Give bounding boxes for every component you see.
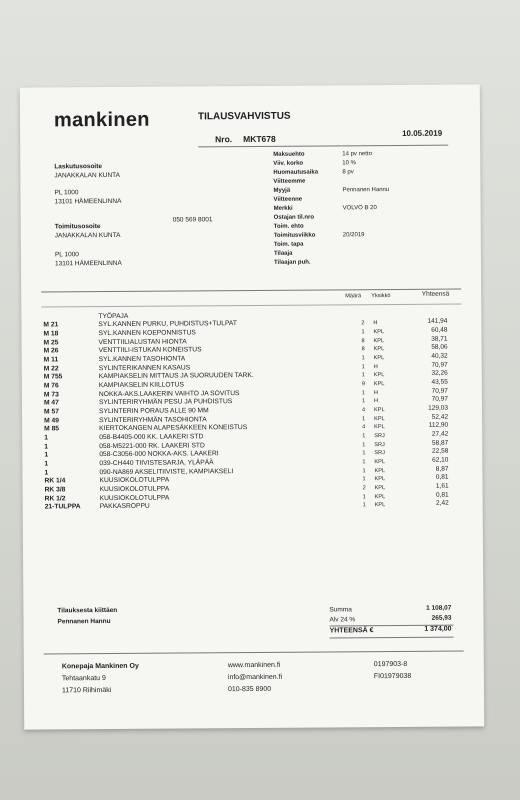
item-total: 58,87	[431, 439, 449, 447]
item-qty: 1	[362, 476, 366, 483]
item-code: RK 3/8	[44, 486, 66, 494]
item-unit: H	[373, 320, 378, 327]
item-code: RK 1/2	[44, 495, 66, 503]
item-total: 32,26	[431, 369, 448, 377]
item-unit: H	[373, 390, 378, 397]
footer-vat-id: FI01979038	[373, 672, 412, 681]
footer-business-id: 0197903-8	[373, 660, 408, 669]
item-code: 1	[44, 443, 49, 451]
item-qty: 1	[361, 329, 365, 336]
footer-contact	[228, 660, 282, 696]
item-unit: KPL	[374, 485, 386, 492]
delivery-label: Toimitusosoite	[54, 223, 101, 231]
item-code: 1	[44, 451, 49, 459]
terms-label: Toim. tapa	[273, 241, 304, 248]
customer-phone: 050 569 8001	[172, 216, 213, 224]
item-total: 70,97	[431, 395, 448, 403]
order-number: MKT678	[243, 133, 276, 145]
item-unit: KPL	[373, 338, 385, 345]
item-code: M 76	[43, 382, 59, 390]
terms-value: 8 pv	[342, 169, 354, 176]
item-unit: H	[373, 364, 378, 371]
item-description: VENTTIILIALUSTAN HIONTA	[98, 338, 187, 347]
item-total: 70,97	[431, 361, 448, 369]
item-qty: 1	[362, 433, 366, 440]
item-description: 058-B4405-000 KK. LAAKERI STD	[99, 433, 204, 442]
item-code: M 755	[43, 373, 63, 381]
item-description: KIERTOKANGEN ALAPESÄKKEEN KONEISTUS	[99, 424, 248, 433]
item-qty: 1	[361, 364, 365, 371]
item-description: 039-CH440 TIIVISTESARJA, YLÄPÄÄ	[99, 459, 214, 468]
terms-label: Huomautusaika	[273, 169, 319, 176]
item-code: RK 1/4	[44, 477, 66, 485]
item-unit: KPL	[374, 476, 386, 483]
sum-label: Summa	[329, 606, 352, 614]
item-total: 58,06	[431, 343, 448, 351]
terms-label: Viitteenne	[273, 196, 303, 203]
terms-label: Viiv. korko	[273, 160, 304, 167]
document-date: 10.05.2019	[402, 128, 443, 138]
item-unit: KPL	[373, 329, 385, 336]
item-total: 8,87	[435, 465, 449, 473]
footer-email-link[interactable]: info@mankinen.fi	[227, 673, 283, 682]
item-description: KUUSIOKOLOTULPPA	[99, 494, 170, 503]
item-total: 129,03	[428, 404, 449, 412]
item-qty: 1	[362, 502, 366, 509]
item-total: 0,81	[435, 491, 449, 499]
section-title: TYÖPAJA	[98, 312, 129, 321]
item-code: 1	[44, 434, 48, 442]
salesperson-signoff: Pennanen Hannu	[57, 617, 111, 626]
item-description: KAMPIAKSELIN MITTAUS JA SUORUUDEN TARK.	[98, 371, 254, 381]
order-confirmation-document	[20, 84, 484, 729]
terms-label: Toim. ehto	[273, 223, 304, 230]
item-description: SYLINTERIN PORAUS ALLE 90 MM	[99, 407, 209, 416]
company-logo: mankinen	[53, 108, 150, 132]
terms-label: Tilaaja	[273, 250, 293, 257]
item-unit: SRJ	[374, 433, 385, 440]
item-qty: 9	[361, 381, 365, 388]
item-total: 38,71	[431, 335, 448, 343]
item-description: SYLINTERIKANNEN KASAUS	[98, 364, 191, 373]
item-qty: 4	[362, 407, 366, 414]
item-total: 52,42	[431, 413, 449, 421]
item-description: 090-NA869 AKSELITIIVISTE, KAMPIAKSELI	[99, 468, 234, 477]
item-code: M 18	[43, 330, 59, 338]
item-unit: KPL	[374, 416, 385, 423]
billing-city: 13101 HÄMEENLINNA	[54, 197, 122, 206]
billing-po-box: PL 1000	[54, 189, 79, 197]
item-description: SYLINTERIRYHMÄN PESU JA PUHDISTUS	[98, 398, 233, 407]
terms-label: Tilaajan puh.	[273, 259, 311, 266]
item-unit: KPL	[373, 346, 385, 353]
sum-value: 1 108,07	[426, 604, 452, 612]
item-qty: 1	[362, 468, 366, 475]
footer-street: Tehtaankatu 9	[61, 675, 106, 683]
terms-label: Merkki	[273, 205, 293, 212]
billing-name: JANAKKALAN KUNTA	[54, 171, 121, 180]
item-qty: 8	[361, 338, 365, 345]
vat-label: Alv 24 %	[329, 616, 356, 624]
item-total: 27,42	[431, 430, 449, 438]
item-unit: KPL	[374, 424, 385, 431]
column-header-total: Yhteensä	[421, 290, 450, 298]
item-total: 22,58	[432, 447, 449, 455]
footer-company-name: Konepaja Mankinen Oy	[61, 662, 139, 671]
header-divider	[198, 145, 448, 148]
item-description: 058-C3056-000 NOKKA-AKS. LAAKERI	[99, 450, 219, 459]
item-qty: 1	[362, 450, 366, 457]
item-qty: 1	[361, 390, 366, 397]
item-unit: SRJ	[374, 450, 385, 457]
summary-bottom-divider	[330, 637, 454, 639]
terms-value: 14 pv netto	[342, 151, 372, 158]
terms-label: Toimitusviikko	[273, 232, 316, 239]
footer-city: 11710 Riihimäki	[61, 686, 112, 695]
item-code: M 21	[43, 321, 59, 329]
item-description: 058-M5221-000 RK. LAAKERI STD	[99, 442, 205, 451]
document-title: TILAUSVAHVISTUS	[197, 110, 291, 123]
terms-label: Myyjä	[273, 187, 291, 194]
item-unit: KPL	[373, 381, 385, 388]
item-unit: SRJ	[374, 442, 385, 449]
item-total: 112,90	[428, 421, 449, 429]
item-unit: KPL	[374, 494, 386, 501]
item-total: 0,81	[435, 473, 449, 481]
item-code: 21-TULPPA	[44, 503, 81, 511]
grand-total-value: 1 374,00	[424, 625, 452, 633]
terms-value: 20/2019	[342, 232, 365, 239]
item-code: M 73	[43, 391, 59, 399]
item-code: 1	[44, 469, 49, 477]
item-code: M 47	[43, 399, 59, 407]
item-unit: KPL	[373, 355, 385, 362]
item-qty: 1	[362, 416, 366, 423]
column-header-qty: Määrä	[345, 293, 362, 300]
item-description: PAKKASROPPU	[99, 502, 150, 511]
item-total: 62,10	[432, 456, 449, 464]
billing-label: Laskutusosoite	[54, 163, 103, 171]
header-underline	[41, 304, 461, 308]
item-code: 1	[44, 460, 49, 468]
item-description: KAMPIAKSELIN KIILLOTUS	[98, 381, 184, 390]
grand-total-label: YHTEENSÄ €	[329, 627, 374, 635]
item-description: VENTTIILI-ISTUKAN KONEISTUS	[98, 346, 202, 355]
item-total: 40,32	[431, 352, 448, 360]
item-unit: KPL	[374, 502, 386, 509]
item-description: NOKKA-AKS.LAAKERIN VAIHTO JA SOVITUS	[98, 390, 240, 399]
terms-label: Maksuehto	[273, 151, 305, 158]
item-code: M 85	[44, 425, 60, 433]
terms-value: 10 %	[342, 160, 357, 167]
item-qty: 1	[361, 372, 365, 379]
item-qty: 1	[362, 459, 366, 466]
footer-divider	[44, 651, 464, 655]
item-total: 141,94	[427, 317, 448, 325]
footer-address	[62, 661, 139, 698]
delivery-name: JANAKKALAN KUNTA	[54, 231, 121, 240]
item-unit: KPL	[374, 407, 385, 414]
terms-label: Viitteemme	[273, 178, 306, 185]
terms-value: Pennanen Hannu	[342, 187, 390, 194]
item-description: SYLINTERIRYHMÄN TASOHIONTA	[99, 416, 207, 425]
item-total: 60,48	[431, 326, 448, 334]
terms-label: Ostajan til.nro	[273, 214, 315, 221]
item-total: 1,61	[435, 482, 449, 490]
item-code: M 26	[43, 347, 59, 355]
item-qty: 1	[361, 355, 365, 362]
item-qty: 1	[362, 442, 366, 449]
item-qty: 4	[362, 424, 366, 431]
item-description: SYL.KANNEN PURKU, PUHDISTUS+TULPAT	[98, 320, 237, 329]
item-code: M 11	[43, 356, 59, 364]
item-unit: KPL	[374, 459, 385, 466]
item-qty: 1	[362, 494, 366, 501]
item-total: 70,97	[431, 387, 448, 395]
item-code: M 22	[43, 365, 59, 373]
item-qty: 2	[361, 320, 365, 327]
item-total: 2,42	[435, 499, 449, 507]
item-code: M 49	[44, 417, 59, 425]
terms-value: VOLVO B 20	[342, 205, 377, 212]
item-total: 43,55	[431, 378, 448, 386]
item-description: SYL.KANNEN KOEPONNISTUS	[98, 329, 196, 338]
item-description: KUUSIOKOLOTULPPA	[99, 476, 170, 485]
footer-phone: 010-835 8900	[227, 685, 272, 694]
item-qty: 2	[362, 485, 366, 492]
item-description: SYL.KANNEN TASOHIONTA	[98, 355, 186, 364]
delivery-po-box: PL 1000	[54, 251, 79, 259]
item-unit: H	[373, 398, 379, 405]
item-unit: KPL	[373, 372, 385, 379]
item-unit: KPL	[374, 468, 386, 475]
item-code: M 57	[44, 408, 59, 416]
item-qty: 1	[361, 398, 366, 405]
delivery-city: 13101 HÄMEENLINNA	[54, 259, 122, 268]
item-description: KUUSIOKOLOTULPPA	[99, 485, 170, 494]
item-code: M 25	[43, 339, 59, 347]
vat-value: 265,93	[431, 614, 452, 622]
footer-website-link[interactable]: www.mankinen.fi	[227, 661, 281, 670]
thanks-line: Tilauksesta kiittäen	[57, 606, 118, 615]
item-qty: 8	[361, 346, 365, 353]
column-header-unit: Yksikkö	[371, 293, 391, 300]
order-number-label: Nro.	[215, 134, 233, 145]
footer-ids	[374, 659, 412, 683]
